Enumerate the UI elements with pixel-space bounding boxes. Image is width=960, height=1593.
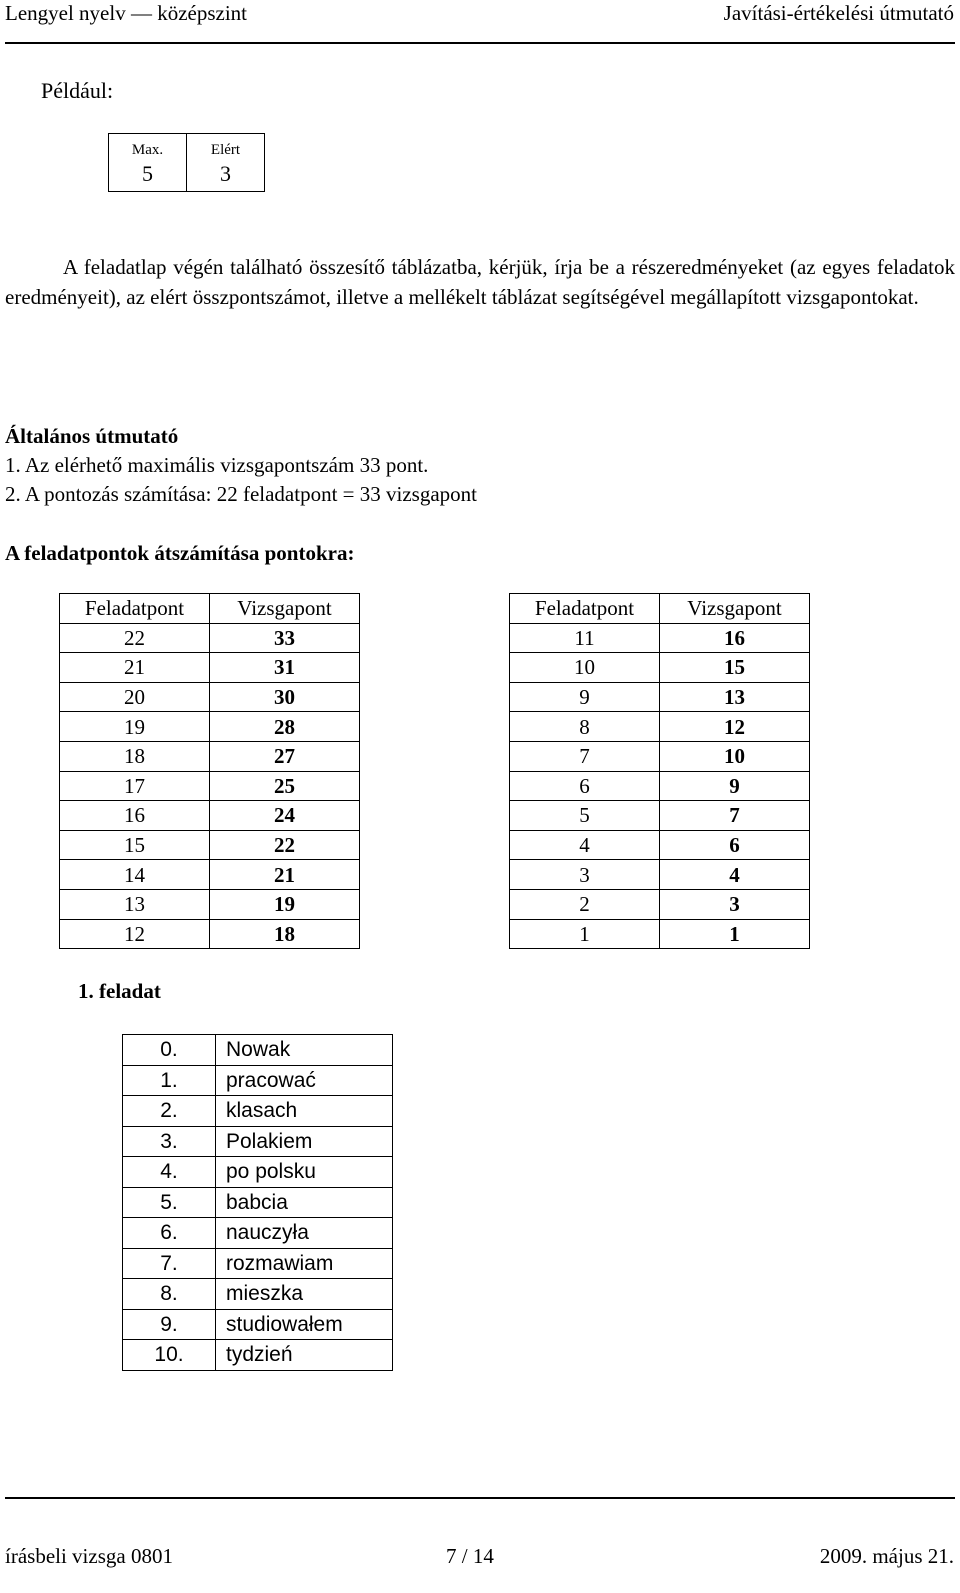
exam-points: 15: [660, 653, 810, 683]
exam-points: 25: [210, 771, 360, 801]
task-points: 21: [60, 653, 210, 683]
exam-points: 22: [210, 830, 360, 860]
table-row: [60, 860, 360, 890]
answer-word: po polsku: [216, 1157, 393, 1188]
achieved-cell: [187, 134, 265, 192]
exam-points: 3: [660, 889, 810, 919]
exam-points: 12: [660, 712, 810, 742]
conversion-table-left: [59, 593, 360, 949]
table-row: [60, 801, 360, 831]
task-points: 14: [60, 860, 210, 890]
table-row: [60, 741, 360, 771]
general-guide-title: Általános útmutató: [5, 424, 179, 448]
column-header-feladatpont: Feladatpont: [510, 594, 660, 624]
task-points: 20: [60, 682, 210, 712]
general-item-1: 1. Az elérhető maximális vizsgapontszám 33 pont.: [5, 453, 429, 477]
table-header-row: [60, 594, 360, 624]
exam-points: 16: [660, 623, 810, 653]
exam-points: 4: [660, 860, 810, 890]
table-row: [60, 919, 360, 949]
answer-number: 6.: [123, 1218, 216, 1249]
answer-word: nauczyła: [216, 1218, 393, 1249]
answer-word: mieszka: [216, 1279, 393, 1310]
table-row: [123, 1340, 393, 1371]
answer-number: 10.: [123, 1340, 216, 1371]
task-points: 4: [510, 830, 660, 860]
answer-word: tydzień: [216, 1340, 393, 1371]
table-row: [60, 682, 360, 712]
answer-word: rozmawiam: [216, 1248, 393, 1279]
table-row: [510, 682, 810, 712]
table-row: [510, 771, 810, 801]
answer-number: 0.: [123, 1035, 216, 1066]
header-subject: Lengyel nyelv — középszint: [5, 1, 248, 25]
conversion-title: A feladatpontok átszámítása pontokra:: [5, 541, 355, 565]
general-item-2: 2. A pontozás számítása: 22 feladatpont = 33 vizsgapont: [5, 482, 477, 506]
footer-date: 2009. május 21.: [819, 1544, 954, 1568]
task-points: 15: [60, 830, 210, 860]
table-row: [123, 1065, 393, 1096]
achieved-value: 3: [220, 161, 231, 186]
exam-points: 7: [660, 801, 810, 831]
task-points: 5: [510, 801, 660, 831]
header-divider: [5, 42, 955, 44]
answer-number: 5.: [123, 1187, 216, 1218]
exam-points: 24: [210, 801, 360, 831]
exam-points: 6: [660, 830, 810, 860]
task-points: 22: [60, 623, 210, 653]
exam-points: 9: [660, 771, 810, 801]
answer-number: 8.: [123, 1279, 216, 1310]
footer-divider: [5, 1497, 955, 1499]
table-row: [60, 771, 360, 801]
task-points: 10: [510, 653, 660, 683]
table-row: [510, 830, 810, 860]
task-points: 6: [510, 771, 660, 801]
exam-points: 31: [210, 653, 360, 683]
answer-number: 4.: [123, 1157, 216, 1188]
footer-page-number: 7 / 14: [446, 1544, 494, 1568]
exam-points: 27: [210, 741, 360, 771]
table-row: [510, 623, 810, 653]
answer-number: 7.: [123, 1248, 216, 1279]
task-points: 2: [510, 889, 660, 919]
table-row: [60, 653, 360, 683]
task-points: 1: [510, 919, 660, 949]
answer-number: 2.: [123, 1096, 216, 1127]
task-points: 8: [510, 712, 660, 742]
task-points: 13: [60, 889, 210, 919]
table-row: [510, 860, 810, 890]
answer-word: babcia: [216, 1187, 393, 1218]
exam-points: 19: [210, 889, 360, 919]
answer-word: Polakiem: [216, 1126, 393, 1157]
task-1-answer-table: [122, 1034, 393, 1371]
achieved-label: Elért: [210, 142, 241, 158]
task-points: 9: [510, 682, 660, 712]
exam-points: 33: [210, 623, 360, 653]
exam-points: 10: [660, 741, 810, 771]
exam-points: 28: [210, 712, 360, 742]
table-row: [123, 1309, 393, 1340]
exam-points: 21: [210, 860, 360, 890]
task-points: 16: [60, 801, 210, 831]
max-value: 5: [142, 161, 153, 186]
table-row: [510, 741, 810, 771]
table-row: [123, 1126, 393, 1157]
table-row: [60, 623, 360, 653]
column-header-feladatpont: Feladatpont: [60, 594, 210, 624]
table-row: [510, 919, 810, 949]
max-cell: [109, 134, 187, 192]
answer-number: 3.: [123, 1126, 216, 1157]
table-row: [123, 1279, 393, 1310]
table-row: [123, 1218, 393, 1249]
answer-word: Nowak: [216, 1035, 393, 1066]
task-1-title: 1. feladat: [78, 979, 161, 1003]
answer-word: studiowałem: [216, 1309, 393, 1340]
task-points: 19: [60, 712, 210, 742]
answer-word: klasach: [216, 1096, 393, 1127]
table-row: [123, 1248, 393, 1279]
exam-points: 30: [210, 682, 360, 712]
table-row: [510, 712, 810, 742]
max-label: Max.: [131, 142, 164, 158]
table-row: [60, 712, 360, 742]
table-row: [510, 653, 810, 683]
header-doc-title: Javítási-értékelési útmutató: [723, 1, 954, 25]
example-label: Például:: [41, 78, 114, 103]
task-points: 18: [60, 741, 210, 771]
task-points: 12: [60, 919, 210, 949]
table-row: [123, 1035, 393, 1066]
table-header-row: [510, 594, 810, 624]
instructions-text: A feladatlap végén található összesítő táblázatba, kérjük, írja be a részeredményeket (az egyes feladatok eredményeit), az elért összpontszámot, illetve a mellékelt táblázat segítségével megállapított vizsgapontokat.: [5, 255, 955, 309]
task-points: 7: [510, 741, 660, 771]
column-header-vizsgapont: Vizsgapont: [660, 594, 810, 624]
task-points: 17: [60, 771, 210, 801]
table-row: [60, 830, 360, 860]
task-points: 11: [510, 623, 660, 653]
answer-number: 9.: [123, 1309, 216, 1340]
exam-points: 13: [660, 682, 810, 712]
answer-word: pracować: [216, 1065, 393, 1096]
task-points: 3: [510, 860, 660, 890]
table-row: [510, 801, 810, 831]
table-row: [123, 1187, 393, 1218]
conversion-table-right: [509, 593, 810, 949]
table-row: [123, 1096, 393, 1127]
footer-exam-code: írásbeli vizsga 0801: [5, 1544, 173, 1568]
table-row: [123, 1157, 393, 1188]
exam-points: 1: [660, 919, 810, 949]
column-header-vizsgapont: Vizsgapont: [210, 594, 360, 624]
table-row: [60, 889, 360, 919]
table-row: [510, 889, 810, 919]
exam-points: 18: [210, 919, 360, 949]
instructions-paragraph: [5, 253, 955, 312]
answer-number: 1.: [123, 1065, 216, 1096]
score-example-table: [108, 133, 265, 192]
